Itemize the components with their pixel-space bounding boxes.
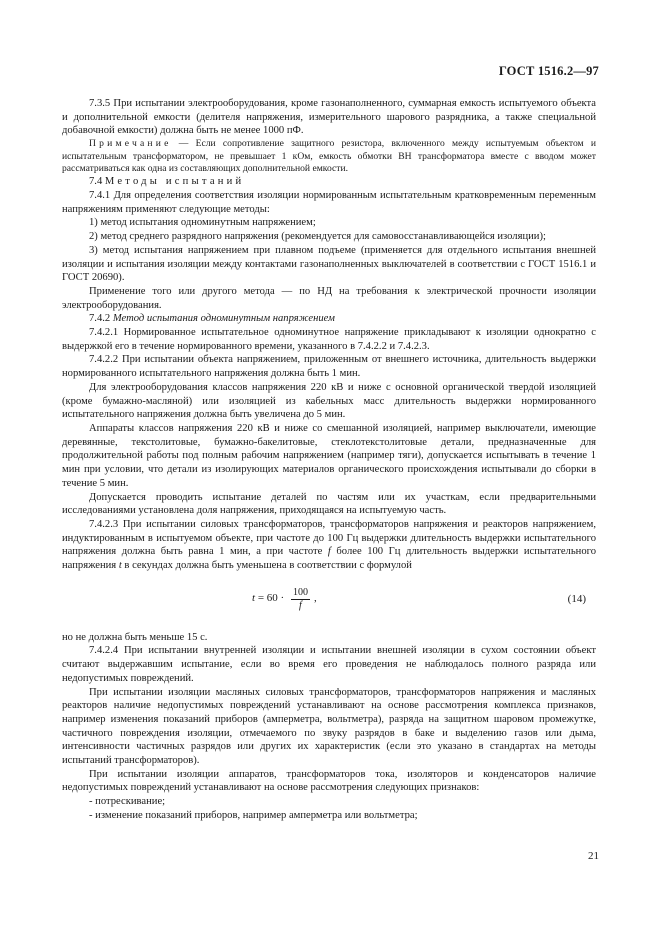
paragraph-apply: Применение того или другого метода — по НД на требования к электрической прочности изоляции электрооборудования. (62, 285, 596, 311)
section-7-4-2-heading (62, 312, 596, 326)
variable-t: t (118, 560, 122, 572)
section-7-4-heading (62, 175, 596, 189)
paragraph-parts: Допускается проводить испытание деталей по частям или их участкам, если предварительными исследованиями установлена доля напряжения, приходящаяся на испытуемую часть. (62, 491, 596, 517)
text-run: в секундах должна быть уменьшена в соответствии с формулой (121, 560, 412, 572)
formula-lhs: t (252, 592, 256, 605)
paragraph-oil-transformers: При испытании изоляции масляных силовых трансформаторов, трансформаторов напряжения и масляных реакторов наличие недопустимых повреждений устанавливают на основе рассмотрения комплекса признаков, например изменения показаний приборов (амперметра, вольтметра), разряда на защитном шаровом промежутке, частичного повреждения изоляции, отмечаемого по звуку разрядов в баке и выделению газов или дыма, интенсивности частичных разрядов или других их характеристик (если это указано в стандартах на методы испытаний трансформаторов). (62, 686, 596, 767)
page-number: 21 (588, 850, 599, 862)
paragraph-7-4-1: 7.4.1 Для определения соответствия изоляции нормированным испытательным кратковременным переменным напряжениям применяют следующие методы: (62, 190, 596, 215)
document-id-header: ГОСТ 1516.2—97 (498, 64, 599, 78)
formula-equals: = 60 · (255, 592, 287, 605)
paragraph-apparatus: При испытании изоляции аппаратов, трансформаторов тока, изоляторов и конденсаторов наличие недопустимых повреждений устанавливают на основе рассмотрения следующих признаков: (62, 768, 596, 794)
paragraph-7-4-2-4: 7.4.2.4 При испытании внутренней изоляции и испытании внешней изоляции в сухом состоянии объект считают выдержавшим испытание, если во время его проведения не наблюдалось полного разряда или недопустимых повреждений. (62, 645, 596, 684)
text-run: 7.4.2.3 При испытании силовых трансформаторов, трансформаторов напряжения и реакторов напряжением, индуктированным в испытуемом объекте, при частоте до 100 Гц выдержки длительность выдержки испытательного напряжения должна быть равна 1 мин, а при частоте (62, 518, 596, 558)
note-label: Примечание (89, 138, 172, 150)
formula-fraction (291, 587, 310, 612)
formula-14 (62, 581, 596, 621)
fraction-numerator: 100 (292, 586, 308, 598)
section-7-4-number: 7.4 (89, 176, 105, 188)
paragraph-7-4-2-1: 7.4.2.1 Нормированное испытательное одноминутное напряжение прикладывают к изоляции однократно с выдержкой его в течение нормированного времени, указанного в 7.4.2.2 и 7.4.2.3. (62, 327, 596, 352)
formula-expression (252, 587, 317, 612)
paragraph-7-4-2-2: 7.4.2.2 При испытании объекта напряжением, приложенным от внешнего источника, длительность выдержки нормированного испытательного напряжения должна быть 1 мин. (62, 354, 596, 380)
paragraph-after-formula: но не должна быть меньше 15 с. (62, 631, 208, 643)
formula-number: (14) (567, 592, 586, 605)
paragraph-7-3-5: 7.3.5 При испытании электрооборудования, кроме газонаполненного, суммарная емкость испытуемого объекта и дополнительной емкости (делителя напряжения, измерительного шарового разрядника, а также специальной добавочной емкости) должна быть не менее 1000 пФ. (62, 98, 596, 137)
bullet-instrument-change: - изменение показаний приборов, например амперметра или вольтметра; (89, 809, 418, 821)
method-2: 2) метод среднего разрядного напряжения (рекомендуется для самовосстанавливающейся изоляции); (89, 231, 546, 243)
method-1: 1) метод испытания одноминутным напряжением; (89, 217, 316, 229)
paragraph-220kv-mixed: Аппараты классов напряжения 220 кВ и ниже со смешанной изоляцией, например выключатели, имеющие деревянные, текстолитовые, бумажно-бакелитовые, стеклотекстолитовые детали, предназначенные для продолжительной работы под полным рабочим напряжением (например тяги), допускается испытывать в течение 1 мин при условии, что детали из изолирующих материалов органического происхождения испытывали до сборки в течение 5 мин. (62, 422, 596, 489)
document-body (62, 97, 596, 823)
text-run: более 100 Гц длительность выдержки испытательного напряжения (62, 546, 596, 572)
variable-f: f (327, 546, 331, 558)
section-7-4-2-number: 7.4.2 (89, 313, 113, 325)
section-7-4-2-title: Метод испытания одноминутным напряжением (112, 313, 335, 325)
formula-tail: , (313, 592, 317, 605)
section-7-4-title: Методы испытаний (104, 176, 245, 188)
paragraph-7-4-2-3 (62, 518, 596, 573)
paragraph-220kv-solid: Для электрооборудования классов напряжения 220 кВ и ниже с основной органической твердой изоляцией (кроме бумажно-масляной) или изоляцией из кабельных масс длительность выдержки нормированного испытательного напряжения должна быть увеличена до 5 мин. (62, 381, 596, 421)
note-text: — Если сопротивление защитного резистора, включенного между испытуемым объектом и испытательным трансформатором, не превышает 1 кОм, емкость обмотки ВН трансформатора вместе с вводом может рассматриваться как одна из составляющих дополнительной емкости. (62, 138, 596, 174)
note-paragraph (62, 138, 596, 175)
bullet-crackling: - потрескивание; (89, 796, 166, 808)
method-3: 3) метод испытания напряжением при плавном подъеме (применяется для отдельного испытания внешней изоляции и испытания изоляции между контактами газонаполненных выключателей в соответствии с ГОСТ 1516.1 и ГОСТ 20690). (62, 244, 596, 284)
fraction-denominator: f (299, 599, 302, 611)
